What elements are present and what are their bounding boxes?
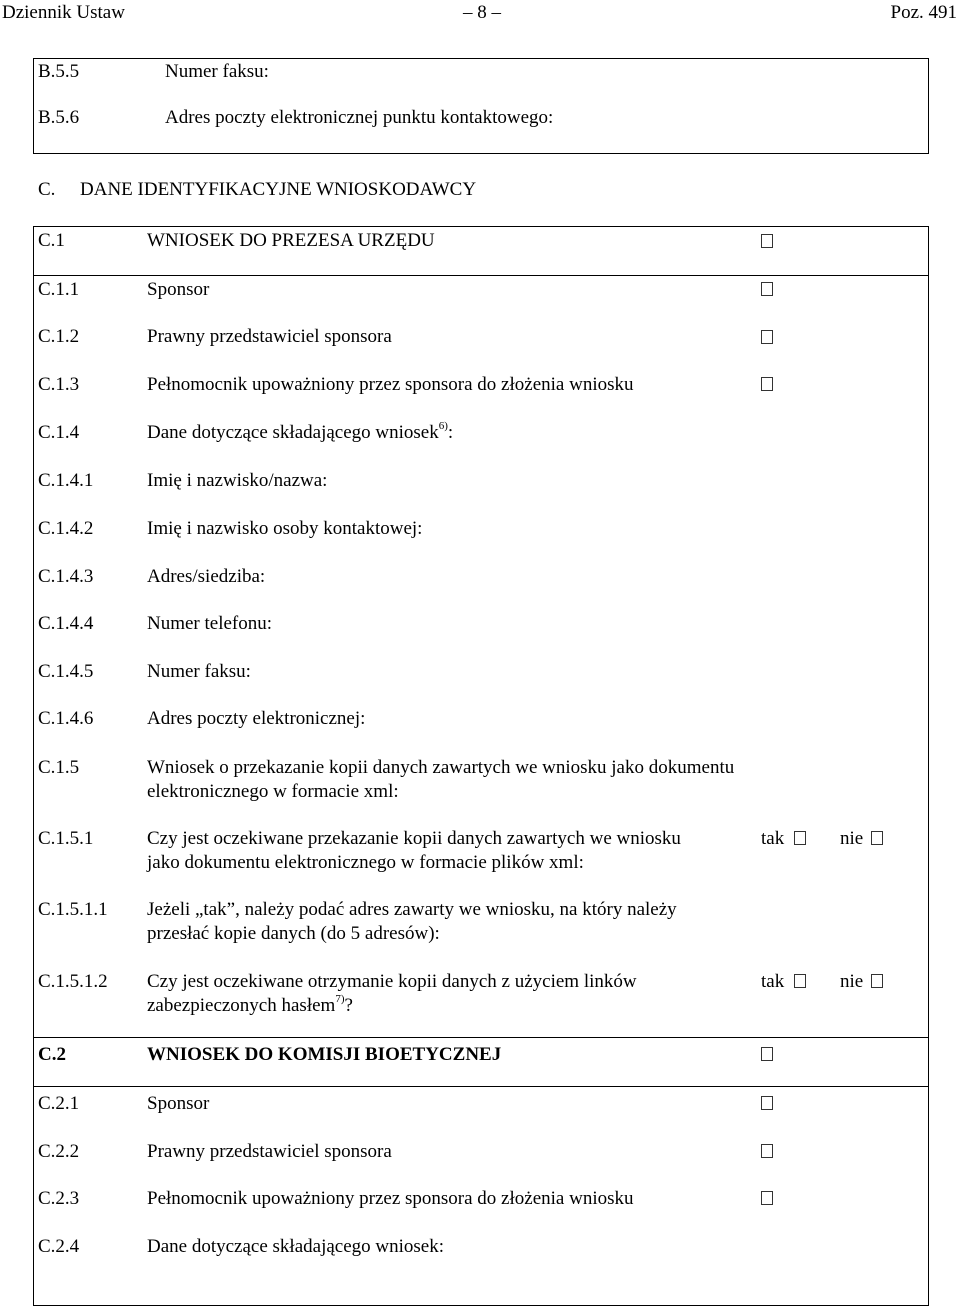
c1512-label-line2-text: zabezpieczonych hasłem bbox=[147, 995, 336, 1016]
journal-title: Dziennik Ustaw bbox=[2, 2, 125, 23]
c23-checkbox[interactable] bbox=[761, 1191, 773, 1205]
c144-number: C.1.4.4 bbox=[38, 613, 94, 634]
footnote-7: 7) bbox=[335, 992, 345, 1005]
c142-number: C.1.4.2 bbox=[38, 518, 94, 539]
footnote-6: 6) bbox=[438, 419, 448, 432]
c144-label: Numer telefonu: bbox=[147, 613, 273, 634]
c145-number: C.1.4.5 bbox=[38, 661, 94, 682]
c21-number: C.2.1 bbox=[38, 1093, 80, 1114]
c12-label: Prawny przedstawiciel sponsora bbox=[147, 326, 392, 347]
c151-no-checkbox[interactable] bbox=[871, 831, 883, 845]
c12-checkbox[interactable] bbox=[761, 330, 773, 344]
c1512-yes-label: tak bbox=[761, 971, 785, 992]
c13-checkbox[interactable] bbox=[761, 377, 773, 391]
c14-label-text: Dane dotyczące składającego wniosek bbox=[147, 422, 439, 443]
c1-checkbox[interactable] bbox=[761, 234, 773, 248]
c1-label: WNIOSEK DO PREZESA URZĘDU bbox=[147, 230, 435, 251]
c15-label-line1: Wniosek o przekazanie kopii danych zawartych we wniosku jako dokumentu bbox=[147, 757, 735, 778]
section-c-number: C. bbox=[38, 179, 56, 200]
b56-number: B.5.6 bbox=[38, 107, 80, 128]
c15-label-line2: elektronicznego w formacie xml: bbox=[147, 781, 399, 802]
c23-label: Pełnomocnik upoważniony przez sponsora do złożenia wniosku bbox=[147, 1188, 634, 1209]
b56-label: Adres poczty elektronicznej punktu kontaktowego: bbox=[165, 107, 554, 128]
c1512-number: C.1.5.1.2 bbox=[38, 971, 108, 992]
c151-label-line1: Czy jest oczekiwane przekazanie kopii danych zawartych we wniosku bbox=[147, 828, 681, 849]
c13-number: C.1.3 bbox=[38, 374, 80, 395]
c1511-label-line2: przesłać kopie danych (do 5 adresów): bbox=[147, 923, 440, 944]
c141-label: Imię i nazwisko/nazwa: bbox=[147, 470, 328, 491]
c1512-no-label: nie bbox=[840, 971, 864, 992]
c1512-yes-checkbox[interactable] bbox=[794, 974, 806, 988]
c22-number: C.2.2 bbox=[38, 1141, 80, 1162]
c142-label: Imię i nazwisko osoby kontaktowej: bbox=[147, 518, 423, 539]
page-header bbox=[0, 0, 960, 26]
c1511-number: C.1.5.1.1 bbox=[38, 899, 108, 920]
c145-label: Numer faksu: bbox=[147, 661, 251, 682]
position-number: Poz. 491 bbox=[890, 2, 957, 23]
c1512-label-line2 bbox=[147, 994, 353, 1018]
c22-label: Prawny przedstawiciel sponsora bbox=[147, 1141, 392, 1162]
c11-number: C.1.1 bbox=[38, 279, 80, 300]
c11-label: Sponsor bbox=[147, 279, 210, 300]
c143-number: C.1.4.3 bbox=[38, 566, 94, 587]
c23-number: C.2.3 bbox=[38, 1188, 80, 1209]
c151-no-label: nie bbox=[840, 828, 864, 849]
c1512-label-line1: Czy jest oczekiwane otrzymanie kopii danych z użyciem linków bbox=[147, 971, 637, 992]
c143-label: Adres/siedziba: bbox=[147, 566, 266, 587]
c11-checkbox[interactable] bbox=[761, 282, 773, 296]
c22-checkbox[interactable] bbox=[761, 1144, 773, 1158]
c151-yes-label: tak bbox=[761, 828, 785, 849]
c14-label-suffix: : bbox=[447, 422, 454, 443]
c21-label: Sponsor bbox=[147, 1093, 210, 1114]
section-c-title: DANE IDENTYFIKACYJNE WNIOSKODAWCY bbox=[80, 179, 477, 200]
page-number: – 8 – bbox=[463, 2, 501, 23]
c1511-label-line1: Jeżeli „tak”, należy podać adres zawarty we wniosku, na który należy bbox=[147, 899, 677, 920]
c1512-label-suffix: ? bbox=[344, 995, 353, 1016]
c146-label: Adres poczty elektronicznej: bbox=[147, 708, 366, 729]
c24-label: Dane dotyczące składającego wniosek: bbox=[147, 1236, 445, 1257]
c15-number: C.1.5 bbox=[38, 757, 80, 778]
c141-number: C.1.4.1 bbox=[38, 470, 94, 491]
c12-number: C.1.2 bbox=[38, 326, 80, 347]
c14-label bbox=[147, 421, 453, 445]
c151-label-line2: jako dokumentu elektronicznego w formacie plików xml: bbox=[147, 852, 584, 873]
c151-number: C.1.5.1 bbox=[38, 828, 94, 849]
b55-number: B.5.5 bbox=[38, 61, 80, 82]
c2-number: C.2 bbox=[38, 1044, 66, 1065]
c24-number: C.2.4 bbox=[38, 1236, 80, 1257]
c1-number: C.1 bbox=[38, 230, 65, 251]
b55-label: Numer faksu: bbox=[165, 61, 269, 82]
c151-yes-checkbox[interactable] bbox=[794, 831, 806, 845]
c146-number: C.1.4.6 bbox=[38, 708, 94, 729]
c13-label: Pełnomocnik upoważniony przez sponsora do złożenia wniosku bbox=[147, 374, 634, 395]
c21-checkbox[interactable] bbox=[761, 1096, 773, 1110]
c14-number: C.1.4 bbox=[38, 422, 80, 443]
c2-label: WNIOSEK DO KOMISJI BIOETYCZNEJ bbox=[147, 1044, 502, 1065]
c2-checkbox[interactable] bbox=[761, 1047, 773, 1061]
c1512-no-checkbox[interactable] bbox=[871, 974, 883, 988]
